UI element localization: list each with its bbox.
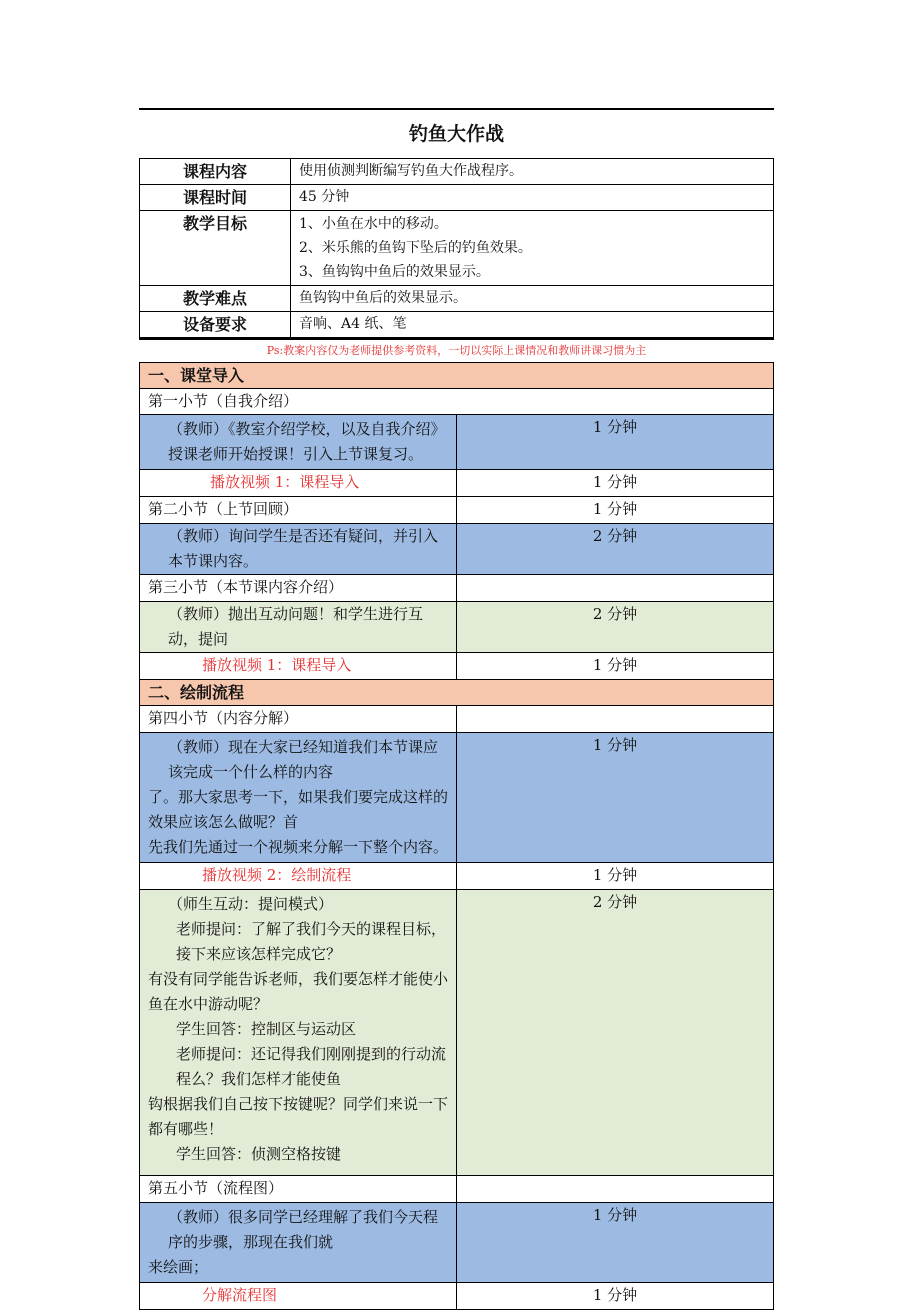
subsection-row <box>140 706 774 733</box>
final-step-duration: 1 分钟 <box>457 1283 774 1310</box>
difficulty-label: 教学难点 <box>140 286 291 312</box>
subsection-5-duration <box>457 1176 774 1203</box>
step-5-duration: 1 分钟 <box>457 1203 774 1283</box>
text-line: （教师）很多同学已经理解了我们今天程序的步骤，那现在我们就 <box>168 1208 439 1251</box>
text-line: 学生回答：侦测空格按键 <box>176 1145 342 1163</box>
section2-heading: 二、绘制流程 <box>140 680 774 706</box>
goals-value <box>291 211 774 286</box>
subsection-2-title: 第二小节（上节回顾） <box>140 497 457 524</box>
document-title: 钓鱼大作战 <box>408 123 504 145</box>
video-3-duration: 1 分钟 <box>457 863 774 890</box>
step-4-text <box>140 733 457 863</box>
subsection-1-title: 第一小节（自我介绍） <box>140 389 774 415</box>
video-row <box>140 653 774 680</box>
interaction-row <box>140 890 774 1176</box>
teacher-step-row <box>140 1203 774 1283</box>
video-3-text: 播放视频 2：绘制流程 <box>140 863 457 890</box>
video-1-text: 播放视频 1：课程导入 <box>140 470 457 497</box>
text-line: 钩根据我们自己按下按键呢？同学们来说一下都有哪些！ <box>148 1095 449 1138</box>
info-row-course <box>140 159 774 185</box>
teacher-step-row <box>140 415 774 470</box>
text-line: 来绘画； <box>148 1258 209 1276</box>
subsection-4-title: 第四小节（内容分解） <box>140 706 457 733</box>
step-4-duration: 1 分钟 <box>457 733 774 863</box>
text-line: 有没有同学能告诉老师，我们要怎样才能使小鱼在水中游动呢？ <box>148 970 449 1013</box>
time-label: 课程时间 <box>140 185 291 211</box>
interaction-duration: 2 分钟 <box>457 890 774 1176</box>
section-heading-row <box>140 680 774 706</box>
video-1-duration: 1 分钟 <box>457 470 774 497</box>
subsection-5-title: 第五小节（流程图） <box>140 1176 457 1203</box>
subsection-3-duration <box>457 575 774 602</box>
teacher-step-row <box>140 733 774 863</box>
text-line: 老师提问：了解了我们今天的课程目标，接下来应该怎样完成它？ <box>176 920 447 963</box>
text-line: 先我们先通过一个视频来分解一下整个内容。 <box>148 838 449 856</box>
final-step-text: 分解流程图 <box>140 1283 457 1310</box>
lesson-plan-document <box>139 108 774 1310</box>
step-5-text <box>140 1203 457 1283</box>
goals-label: 教学目标 <box>140 211 291 286</box>
equipment-value: 音响、A4 纸、笔 <box>291 312 774 338</box>
ps-note: Ps:教案内容仅为老师提供参考资料，一切以实际上课情况和教师讲课习惯为主 <box>266 344 647 357</box>
goal-item: 3、鱼钩钩中鱼后的效果显示。 <box>299 264 490 280</box>
difficulty-value: 鱼钩钩中鱼后的效果显示。 <box>291 286 774 312</box>
section1-heading: 一、课堂导入 <box>140 363 774 389</box>
goal-item: 2、米乐熊的鱼钩下坠后的钓鱼效果。 <box>299 240 532 256</box>
teacher-step-row <box>140 524 774 575</box>
video-2-duration: 1 分钟 <box>457 653 774 680</box>
step-1-duration: 1 分钟 <box>457 415 774 470</box>
subsection-row <box>140 389 774 415</box>
step-1-text: （教师）《教室介绍学校，以及自我介绍》授课老师开始授课！引入上节课复习。 <box>140 415 457 470</box>
interaction-text <box>140 890 457 1176</box>
section-heading-row <box>140 363 774 389</box>
subsection-4-duration <box>457 706 774 733</box>
text-line: 了。那大家思考一下，如果我们要完成这样的效果应该怎么做呢？首 <box>148 788 449 831</box>
text-line: （教师）现在大家已经知道我们本节课应该完成一个什么样的内容 <box>168 738 439 781</box>
teacher-step-row <box>140 602 774 653</box>
step-2-text: （教师）询问学生是否还有疑问，并引入本节课内容。 <box>140 524 457 575</box>
video-row <box>140 470 774 497</box>
equipment-label: 设备要求 <box>140 312 291 338</box>
step-3-text: （教师）抛出互动问题！和学生进行互动，提问 <box>140 602 457 653</box>
subsection-row <box>140 497 774 524</box>
final-row <box>140 1283 774 1310</box>
text-line: （师生互动：提问模式） <box>168 895 334 913</box>
subsection-2-duration: 1 分钟 <box>457 497 774 524</box>
goal-item: 1、小鱼在水中的移动。 <box>299 216 448 232</box>
video-2-text: 播放视频 1：课程导入 <box>140 653 457 680</box>
step-3-duration: 2 分钟 <box>457 602 774 653</box>
info-row-time <box>140 185 774 211</box>
course-label: 课程内容 <box>140 159 291 185</box>
subsection-row <box>140 1176 774 1203</box>
info-row-equipment <box>140 312 774 338</box>
time-value: 45 分钟 <box>291 185 774 211</box>
subsection-row <box>140 575 774 602</box>
course-value: 使用侦测判断编写钓鱼大作战程序。 <box>291 159 774 185</box>
text-line: 学生回答：控制区与运动区 <box>176 1020 357 1038</box>
lesson-steps-table <box>139 362 774 1310</box>
text-line: 老师提问：还记得我们刚刚提到的行动流程么？我们怎样才能使鱼 <box>176 1045 447 1088</box>
subsection-3-title: 第三小节（本节课内容介绍） <box>140 575 457 602</box>
info-row-goals <box>140 211 774 286</box>
video-row <box>140 863 774 890</box>
info-row-difficulty <box>140 286 774 312</box>
course-info-table <box>139 158 774 338</box>
step-2-duration: 2 分钟 <box>457 524 774 575</box>
